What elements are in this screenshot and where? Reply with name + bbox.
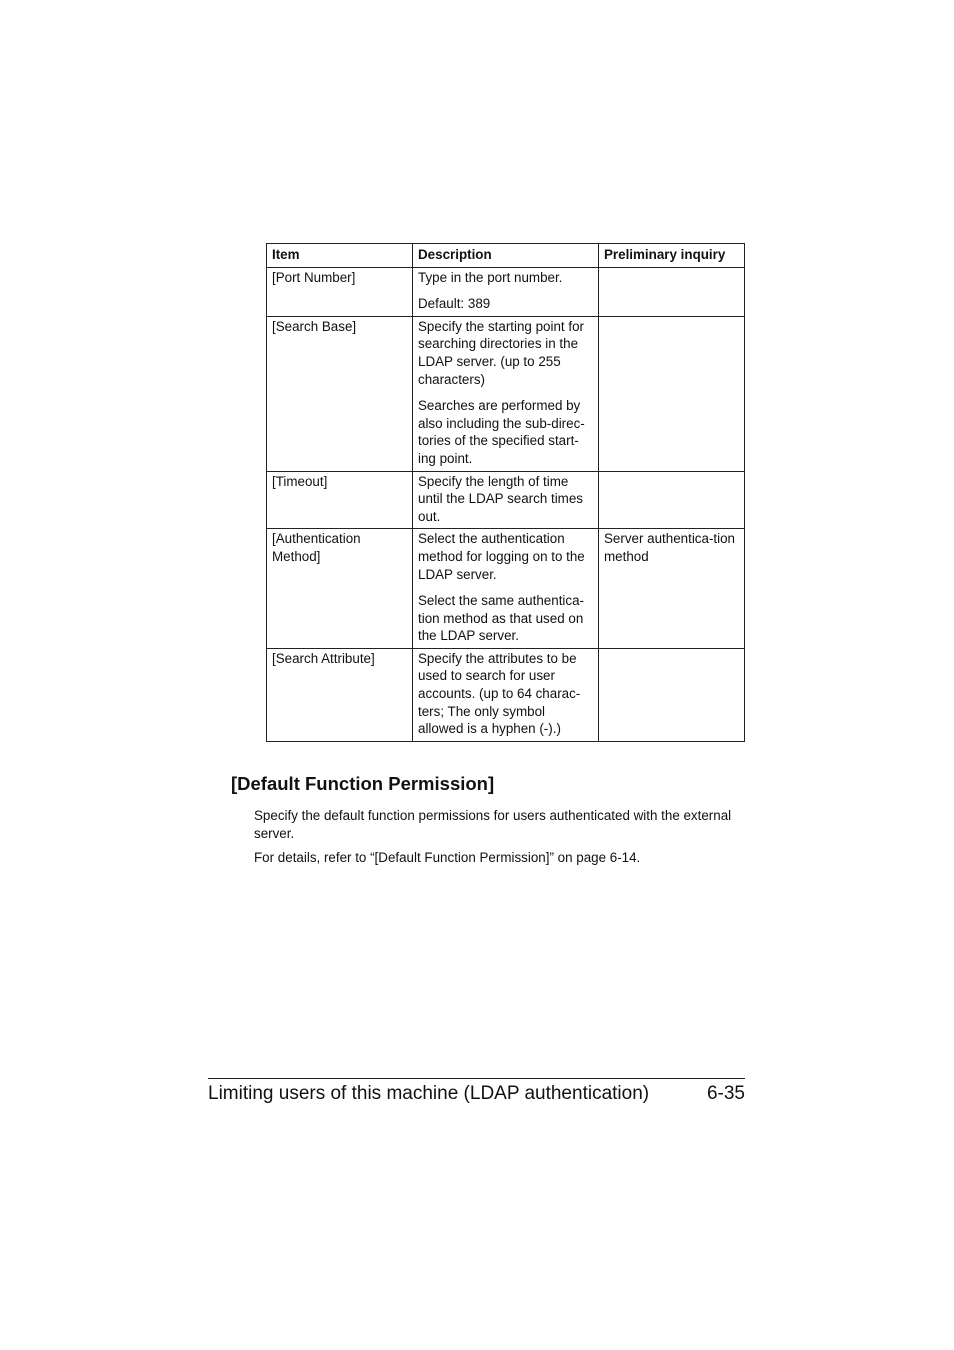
table-row bbox=[267, 471, 745, 529]
item-cell: [Port Number] bbox=[267, 267, 413, 316]
footer-divider bbox=[208, 1078, 745, 1079]
description-cell bbox=[413, 267, 599, 316]
description-paragraph: Specify the length of time until the LDAP search times out. bbox=[418, 473, 583, 524]
description-paragraph: Specify the starting point for searching directories in the LDAP server. (up to 255 characters) bbox=[418, 318, 584, 387]
description-cell bbox=[413, 471, 599, 529]
preliminary-cell bbox=[599, 316, 745, 471]
item-cell: [Timeout] bbox=[267, 471, 413, 529]
body-paragraph: For details, refer to “[Default Function Permission]” on page 6-14. bbox=[254, 850, 641, 865]
column-header-description: Description bbox=[413, 244, 599, 268]
column-header-item: Item bbox=[267, 244, 413, 268]
description-cell bbox=[413, 648, 599, 741]
description-paragraph: Searches are performed by also including the sub-direc-tories of the specified start-ing point. bbox=[418, 398, 585, 466]
preliminary-cell bbox=[599, 471, 745, 529]
table-row bbox=[267, 316, 745, 471]
description-cell bbox=[413, 316, 599, 471]
preliminary-cell bbox=[599, 648, 745, 741]
page-number: 6-35 bbox=[706, 1083, 745, 1104]
description-paragraph: Select the same authentica-tion method as that used on the LDAP server. bbox=[418, 593, 584, 644]
item-cell: [Search Base] bbox=[267, 316, 413, 471]
preliminary-cell bbox=[599, 267, 745, 316]
column-header-preliminary-inquiry: Preliminary inquiry bbox=[599, 244, 745, 268]
footer-chapter-title: Limiting users of this machine (LDAP authentication) bbox=[208, 1083, 650, 1104]
description-paragraph: Type in the port number. bbox=[418, 269, 563, 285]
description-paragraph: Default: 389 bbox=[418, 296, 491, 312]
table-header-row bbox=[267, 244, 745, 268]
item-cell: [Search Attribute] bbox=[267, 648, 413, 741]
settings-table bbox=[266, 243, 745, 742]
description-paragraph: Specify the attributes to be used to search for user accounts. (up to 64 charac-ters; The only symbol allowed is a hyphen (-).) bbox=[418, 650, 581, 737]
description-paragraph: Select the authentication method for logging on to the LDAP server. bbox=[418, 531, 585, 582]
table-row bbox=[267, 529, 745, 649]
preliminary-cell: Server authentica-tion method bbox=[599, 529, 745, 649]
description-cell bbox=[413, 529, 599, 649]
body-paragraph: Specify the default function permissions for users authenticated with the external server. bbox=[254, 808, 732, 841]
section-heading: [Default Function Permission] bbox=[231, 773, 495, 794]
item-cell: [Authentication Method] bbox=[267, 529, 413, 649]
table-row bbox=[267, 267, 745, 316]
table-row bbox=[267, 648, 745, 741]
